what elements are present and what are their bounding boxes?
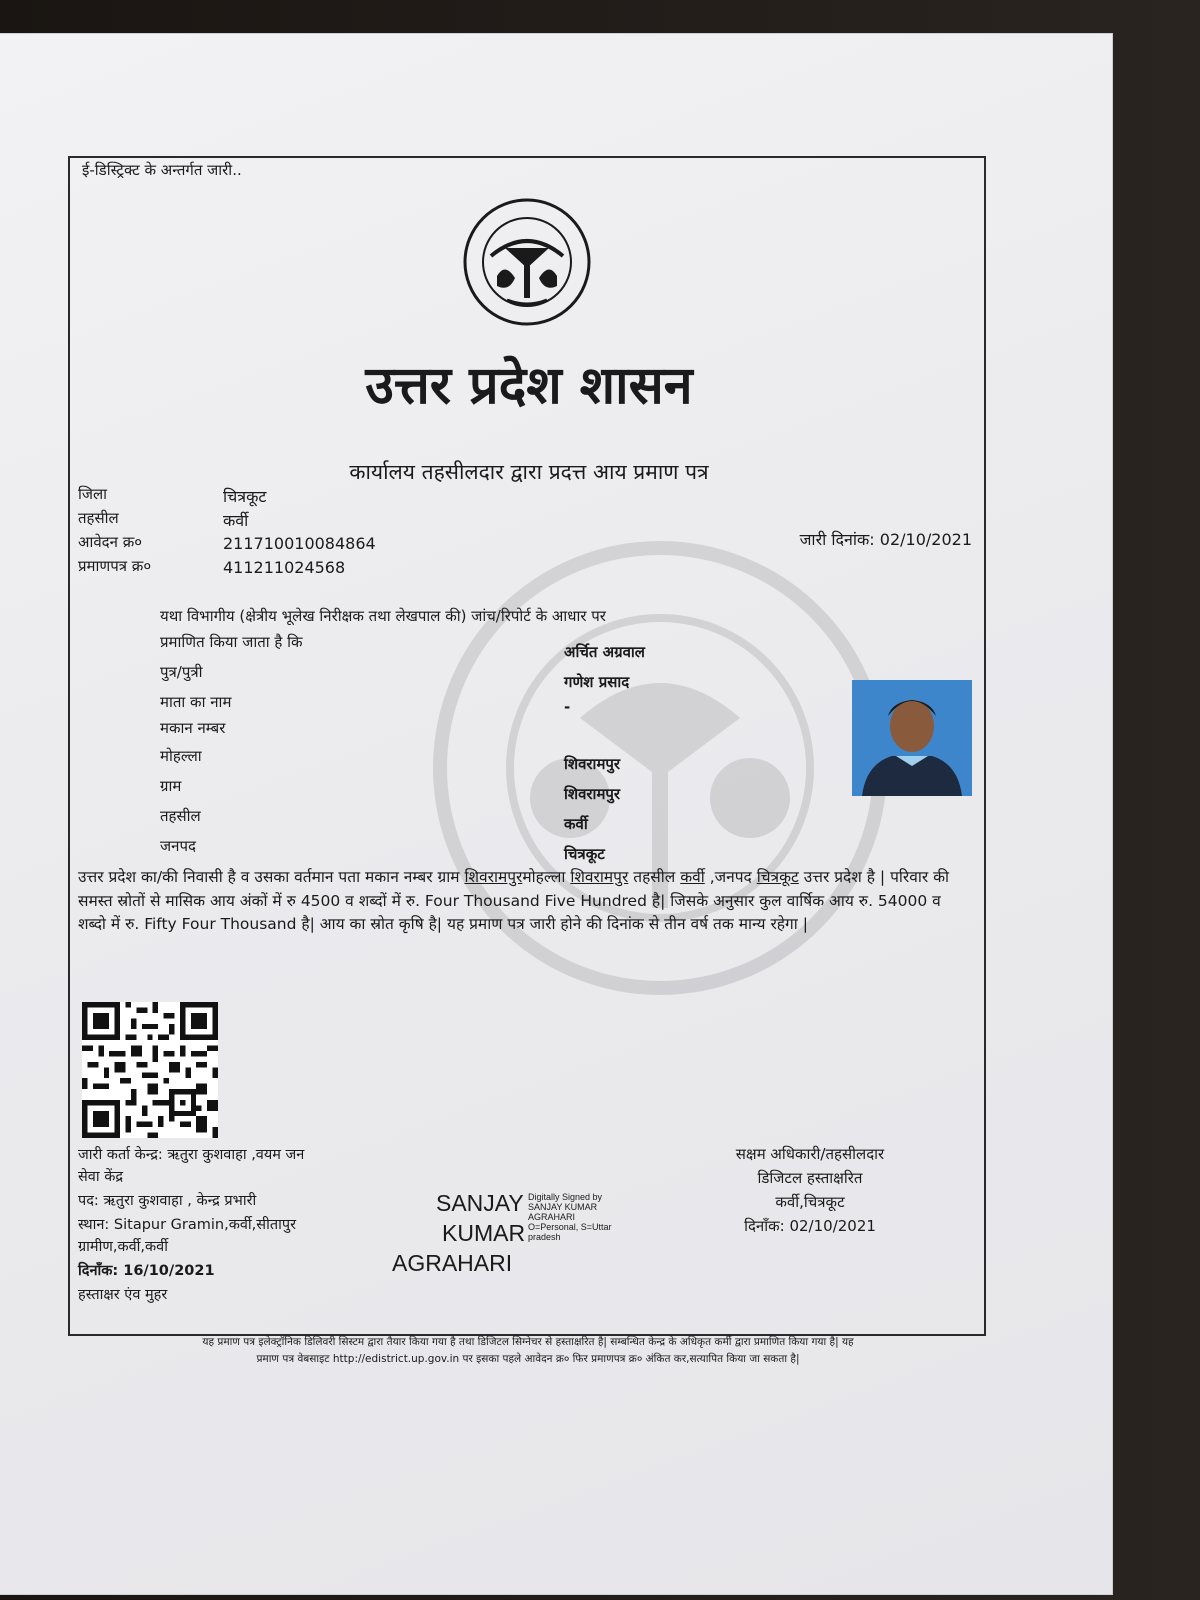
certificate-number-value: 411211024568 [223, 558, 346, 577]
signature-name-line3: AGRAHARI [392, 1250, 513, 1276]
certificate-body-paragraph [78, 866, 968, 937]
authority-title: सक्षम अधिकारी/तहसीलदार [735, 1145, 885, 1163]
digital-signature-details [528, 1192, 612, 1242]
issued-under-note: ई-डिस्ट्रिक्ट के अन्तर्गत जारी.. [82, 161, 242, 179]
name-value: अर्चित अग्रवाल [564, 643, 645, 661]
signature-detail: O=Personal, S=Uttar [528, 1222, 612, 1232]
footer-line: प्रमाण पत्र वेबसाइट http://edistrict.up.gov.in पर इसका पहले आवेदन क्र० फिर प्रमाणपत्र क्र० अंकित कर,सत्यापित किया जा सकता है| [256, 1353, 800, 1365]
mohalla-value: शिवरामपुर [564, 755, 621, 773]
signature-detail: Digitally Signed by [528, 1192, 603, 1202]
district-value: चित्रकूट [223, 487, 267, 506]
issue-date: जारी दिनांक: 02/10/2021 [799, 530, 972, 549]
signature-name-line1: SANJAY [436, 1190, 524, 1216]
application-number-label: आवेदन क्र० [78, 533, 143, 551]
issuer-post: पद: ऋतुरा कुशवाहा , केन्द्र प्रभारी [78, 1193, 257, 1209]
body-tehsil: कर्वी [680, 868, 705, 886]
issuing-centre: जारी कर्ता केन्द्र: ऋतुरा कुशवाहा ,वयम जन [78, 1147, 305, 1163]
village-label: ग्राम [160, 777, 182, 795]
district-label: जिला [78, 485, 108, 503]
authority-digital-signed: डिजिटल हस्ताक्षरित [757, 1169, 863, 1187]
application-number-value: 211710010084864 [223, 534, 376, 553]
tehsil-detail-label: तहसील [160, 807, 201, 825]
house-number-label: मकान नम्बर [160, 719, 226, 737]
issuer-place: स्थान: Sitapur Gramin,कर्वी,सीतापुर [78, 1217, 297, 1233]
up-government-emblem-icon [461, 196, 593, 328]
issuing-centre-line2: सेवा केंद्र [78, 1169, 124, 1185]
body-text: मोहल्ला [522, 868, 571, 886]
certificate-number-label: प्रमाणपत्र क्र० [78, 557, 152, 575]
tehsil-value: कर्वी [223, 511, 249, 530]
body-text: तहसील [628, 868, 681, 886]
signature-name-line2: KUMAR [442, 1220, 526, 1246]
tehsil-detail-value: कर्वी [564, 815, 588, 833]
verification-footer [78, 1334, 978, 1368]
district-detail-label: जनपद [160, 837, 196, 855]
child-of-label: पुत्र/पुत्री [160, 663, 203, 681]
authority-place: कर्वी,चित्रकूट [775, 1193, 845, 1211]
mother-name-value: - [564, 698, 571, 716]
income-certificate [68, 156, 986, 1365]
body-text: ,जनपद [704, 868, 757, 886]
signature-detail: pradesh [528, 1232, 561, 1242]
applicant-photo [852, 680, 972, 796]
verification-qr-code [82, 1002, 218, 1138]
mother-name-label: माता का नाम [160, 693, 232, 711]
body-mohalla: शिवरामपुर [570, 868, 629, 886]
mohalla-label: मोहल्ला [160, 747, 202, 765]
certified-label: प्रमाणित किया जाता है कि [160, 633, 303, 651]
body-district: चित्रकूट [756, 868, 799, 886]
page-title: उत्तर प्रदेश शासन [365, 355, 693, 416]
district-detail-value: चित्रकूट [564, 845, 605, 863]
signature-detail: AGRAHARI [528, 1212, 576, 1222]
signature-and-seal-label: हस्ताक्षर एंव मुहर [78, 1287, 168, 1303]
body-text: उत्तर प्रदेश है | परिवार की समस्त स्रोतों से मासिक आय अंकों में रु 4500 व शब्दों में रु. Four Thousand Five Hundred है| जिसके अनुसार कुल वार्षिक आय रु. 54000 व शब्दो में रु. Fifty Four Thousand है| आय का स्रोत कृषि है| यह प्रमाण पत्र जारी होने की दिनांक से तीन वर्ष तक मान्य रहेगा | [78, 868, 950, 933]
body-village: शिवरामपुर [464, 868, 523, 886]
authority-date: दिनाँक: 02/10/2021 [744, 1217, 876, 1235]
tehsil-label: तहसील [78, 509, 119, 527]
certificate-paper [0, 34, 1112, 1594]
body-text: उत्तर प्रदेश का/की निवासी है व उसका वर्तमान पता मकान नम्बर ग्राम [78, 868, 465, 886]
village-value: शिवरामपुर [564, 785, 621, 803]
father-name-value: गणेश प्रसाद [564, 673, 630, 691]
issuer-place-line2: ग्रामीण,कर्वी,कर्वी [78, 1239, 168, 1255]
signature-detail: SANJAY KUMAR [528, 1202, 598, 1212]
certificate-subtitle: कार्यालय तहसीलदार द्वारा प्रदत्त आय प्रमाण पत्र [349, 460, 709, 484]
intro-line: यथा विभागीय (क्षेत्रीय भूलेख निरीक्षक तथा लेखपाल की) जांच/रिपोर्ट के आधार पर [160, 607, 606, 625]
footer-line: यह प्रमाण पत्र इलेक्ट्रॉनिक डिलिवरी सिस्टम द्वारा तैयार किया गया है तथा डिजिटल सिग्नेचर से हस्ताक्षरित है| सम्बन्धित केन्द्र के अधिकृत कर्मी द्वारा प्रमाणित किया गया है| यह [202, 1336, 854, 1348]
issuer-date: दिनाँक: 16/10/2021 [78, 1263, 215, 1279]
